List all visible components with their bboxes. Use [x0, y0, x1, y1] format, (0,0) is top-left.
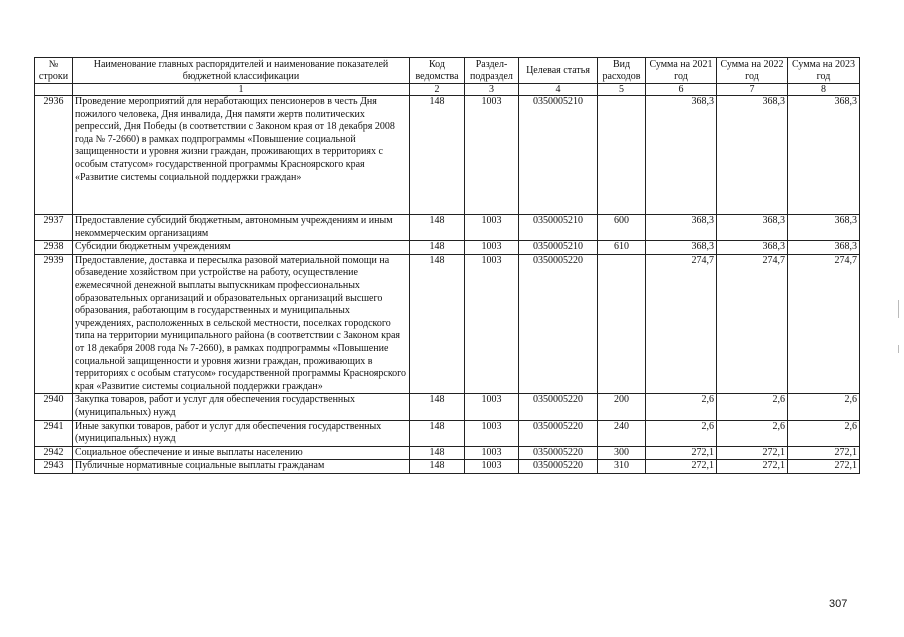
row-name-cell: Иные закупки товаров, работ и услуг для обеспечения государственных (муниципальных) нужд	[73, 420, 410, 446]
amount-2021-cell: 368,3	[646, 215, 717, 241]
department-code-cell: 148	[410, 420, 465, 446]
table-row	[35, 420, 860, 446]
row-name-cell: Публичные нормативные социальные выплаты гражданам	[73, 460, 410, 474]
target-article-cell: 0350005220	[519, 460, 598, 474]
column-number-cell: 2	[410, 84, 465, 96]
section-code-cell: 1003	[465, 446, 519, 460]
expense-type-cell: 310	[598, 460, 646, 474]
row-name-cell: Закупка товаров, работ и услуг для обеспечения государственных (муниципальных) нужд	[73, 394, 410, 420]
column-number-cell	[35, 84, 73, 96]
target-article-cell: 0350005220	[519, 446, 598, 460]
amount-2023-cell: 368,3	[788, 96, 860, 215]
amount-2022-cell: 272,1	[717, 446, 788, 460]
amount-2021-cell: 368,3	[646, 96, 717, 215]
target-article-cell: 0350005220	[519, 420, 598, 446]
department-code-cell: 148	[410, 215, 465, 241]
header-cell: Сумма на 2021 год	[646, 58, 717, 84]
department-code-cell: 148	[410, 394, 465, 420]
amount-2021-cell: 368,3	[646, 241, 717, 255]
row-number-cell: 2939	[35, 254, 73, 394]
section-code-cell: 1003	[465, 460, 519, 474]
column-number-cell: 3	[465, 84, 519, 96]
amount-2021-cell: 272,1	[646, 446, 717, 460]
table-row	[35, 460, 860, 474]
department-code-cell: 148	[410, 254, 465, 394]
amount-2023-cell: 274,7	[788, 254, 860, 394]
amount-2022-cell: 368,3	[717, 96, 788, 215]
target-article-cell: 0350005220	[519, 394, 598, 420]
amount-2022-cell: 272,1	[717, 460, 788, 474]
expense-type-cell: 200	[598, 394, 646, 420]
scan-edge-mark	[898, 300, 899, 318]
department-code-cell: 148	[410, 460, 465, 474]
expense-type-cell: 600	[598, 215, 646, 241]
target-article-cell: 0350005220	[519, 254, 598, 394]
table-row	[35, 446, 860, 460]
header-cell: Наименование главных распорядителей и наименование показателей бюджетной классификации	[73, 58, 410, 84]
amount-2023-cell: 2,6	[788, 420, 860, 446]
table-row	[35, 254, 860, 394]
amount-2021-cell: 2,6	[646, 420, 717, 446]
row-name-cell: Социальное обеспечение и иные выплаты населению	[73, 446, 410, 460]
expense-type-cell	[598, 96, 646, 215]
column-number-cell: 6	[646, 84, 717, 96]
scan-edge-mark	[898, 345, 899, 353]
department-code-cell: 148	[410, 96, 465, 215]
target-article-cell: 0350005210	[519, 96, 598, 215]
target-article-cell: 0350005210	[519, 241, 598, 255]
expense-type-cell: 240	[598, 420, 646, 446]
header-row	[35, 58, 860, 84]
column-number-row	[35, 84, 860, 96]
row-number-cell: 2941	[35, 420, 73, 446]
table-row	[35, 241, 860, 255]
table-row	[35, 215, 860, 241]
column-number-cell: 5	[598, 84, 646, 96]
expense-type-cell: 610	[598, 241, 646, 255]
amount-2021-cell: 272,1	[646, 460, 717, 474]
header-cell: Сумма на 2022 год	[717, 58, 788, 84]
table-row	[35, 394, 860, 420]
page-number: 307	[829, 598, 848, 610]
row-name-cell: Предоставление субсидий бюджетным, автономным учреждениям и иным некоммерческим организациям	[73, 215, 410, 241]
section-code-cell: 1003	[465, 215, 519, 241]
amount-2022-cell: 368,3	[717, 241, 788, 255]
amount-2021-cell: 2,6	[646, 394, 717, 420]
section-code-cell: 1003	[465, 241, 519, 255]
row-number-cell: 2936	[35, 96, 73, 215]
amount-2021-cell: 274,7	[646, 254, 717, 394]
column-number-cell: 4	[519, 84, 598, 96]
row-number-cell: 2942	[35, 446, 73, 460]
amount-2023-cell: 368,3	[788, 241, 860, 255]
column-number-cell: 1	[73, 84, 410, 96]
amount-2023-cell: 368,3	[788, 215, 860, 241]
expense-type-cell	[598, 254, 646, 394]
row-number-cell: 2940	[35, 394, 73, 420]
header-cell: Вид расходов	[598, 58, 646, 84]
row-name-cell: Предоставление, доставка и пересылка разовой материальной помощи на обзаведение хозяйством при устройстве на работу, осуществление ежемесячной денежной выплаты выпускникам профессиональных образовательных организаций и образовательных организаций высшего образования, работающим в государственных и муниципальных учреждениях, расположенных в сельской местности, поселках городского типа на территории муниципального района (в соответствии с Законом края от 18 декабря 2008 года № 7-2660), в рамках подпрограммы «Повышение социальной защищенности и уровня жизни граждан, проживающих в территориях с особым статусом» государственной программы Красноярского края «Развитие системы социальной поддержки граждан»	[73, 254, 410, 394]
table-row	[35, 96, 860, 215]
budget-table	[34, 57, 860, 474]
column-number-cell: 7	[717, 84, 788, 96]
amount-2022-cell: 368,3	[717, 215, 788, 241]
header-cell: Сумма на 2023 год	[788, 58, 860, 84]
header-cell: Целевая статья	[519, 58, 598, 84]
expense-type-cell: 300	[598, 446, 646, 460]
header-cell: Код ведомства	[410, 58, 465, 84]
amount-2023-cell: 272,1	[788, 446, 860, 460]
row-number-cell: 2943	[35, 460, 73, 474]
row-number-cell: 2937	[35, 215, 73, 241]
section-code-cell: 1003	[465, 394, 519, 420]
column-number-cell: 8	[788, 84, 860, 96]
amount-2022-cell: 274,7	[717, 254, 788, 394]
row-name-cell: Субсидии бюджетным учреждениям	[73, 241, 410, 255]
header-cell: № строки	[35, 58, 73, 84]
department-code-cell: 148	[410, 241, 465, 255]
row-name-cell: Проведение мероприятий для неработающих пенсионеров в честь Дня пожилого человека, Дня инвалида, Дня памяти жертв политических репрессий, Дня Победы (в соответствии с Законом края от 18 декабря 2008 года № 7-2660) в рамках подпрограммы «Повышение социальной защищенности и уровня жизни граждан, проживающих в территориях с особым статусом» государственной программы Красноярского края «Развитие системы социальной поддержки граждан»	[73, 96, 410, 215]
section-code-cell: 1003	[465, 420, 519, 446]
target-article-cell: 0350005210	[519, 215, 598, 241]
header-cell: Раздел-подраздел	[465, 58, 519, 84]
amount-2022-cell: 2,6	[717, 420, 788, 446]
amount-2022-cell: 2,6	[717, 394, 788, 420]
amount-2023-cell: 2,6	[788, 394, 860, 420]
section-code-cell: 1003	[465, 254, 519, 394]
row-number-cell: 2938	[35, 241, 73, 255]
department-code-cell: 148	[410, 446, 465, 460]
amount-2023-cell: 272,1	[788, 460, 860, 474]
section-code-cell: 1003	[465, 96, 519, 215]
